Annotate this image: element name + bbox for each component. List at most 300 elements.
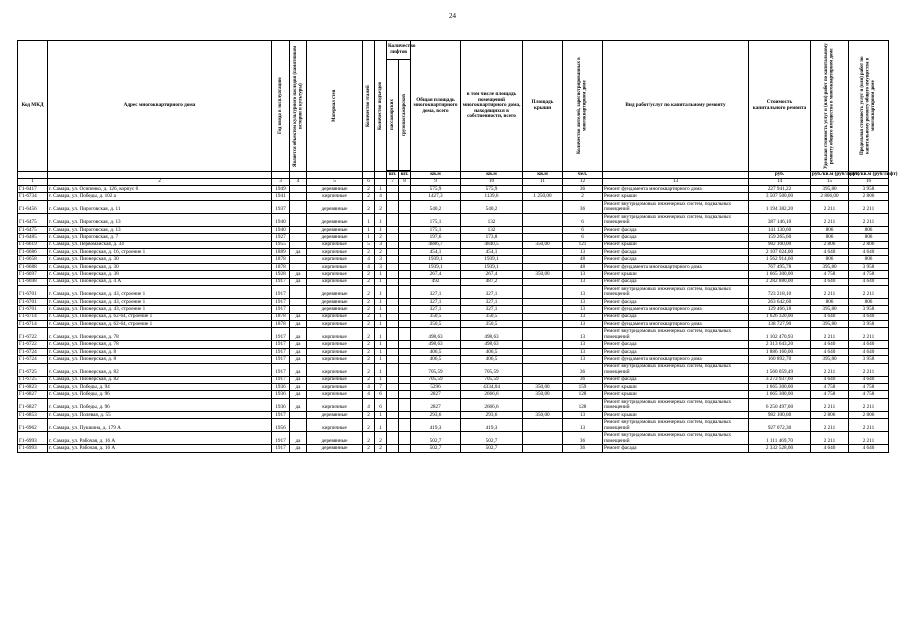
row-year: 1917: [272, 376, 290, 383]
row-unit-cost: 395,80: [811, 186, 849, 193]
row-work-type: Ремонт фундамента многоквартирного дома: [603, 321, 749, 328]
row-wall: кирпичные: [307, 398, 363, 411]
row-code: Г1-6456: [18, 200, 48, 213]
row-limit-cost: 3 958: [849, 356, 889, 363]
row-limit-cost: 2 211: [849, 398, 889, 411]
row-wall: кирпичные: [307, 356, 363, 363]
row-limit-cost: 4 640: [849, 313, 889, 320]
row-limit-cost: 3 958: [849, 306, 889, 313]
row-year: 1936: [272, 384, 290, 391]
table-row: [18, 234, 889, 241]
row-residents: 36: [563, 363, 603, 376]
row-heritage: да: [290, 348, 307, 355]
row-lifts-cargo: [399, 321, 411, 328]
row-lifts-passenger: [387, 419, 399, 432]
row-heritage: да: [290, 321, 307, 328]
table-row: [18, 363, 889, 376]
row-code: Г1-6686: [18, 248, 48, 255]
row-limit-cost: 2 806: [849, 411, 889, 418]
row-limit-cost: 806: [849, 234, 889, 241]
row-floors: 2: [363, 328, 375, 341]
row-floors: 5: [363, 241, 375, 248]
row-heritage: [290, 213, 307, 226]
row-limit-cost: 2 211: [849, 285, 889, 298]
row-owned-area: 705,59: [461, 363, 523, 376]
header-work-type: Вид работ/услуг по капитальному ремонту: [603, 41, 749, 172]
units-row: шт. шт. кв.м кв.м кв.м чел. руб. руб./кв.м (руб/лифт) руб./кв.м (руб/лифт): [18, 172, 889, 179]
header-residents: Количество жителей, зарегистрированных в многоквартирном доме: [563, 41, 603, 172]
row-floors: 1: [363, 213, 375, 226]
header-lifts: Количество лифтов: [387, 41, 411, 60]
row-residents: 13: [563, 411, 603, 418]
table-row: [18, 356, 889, 363]
row-year: 1878: [272, 263, 290, 270]
row-lifts-cargo: [399, 376, 411, 383]
row-total-area: 492: [411, 278, 461, 285]
row-wall: кирпичные: [307, 313, 363, 320]
row-unit-cost: 4 640: [811, 348, 849, 355]
row-total-area: 502,7: [411, 432, 461, 445]
row-entrances: 1: [375, 213, 387, 226]
row-roof-area: [523, 298, 563, 305]
table-row: [18, 193, 889, 200]
row-entrances: 1: [375, 278, 387, 285]
row-cost: 129 466,18: [749, 306, 811, 313]
row-limit-cost: 2 211: [849, 200, 889, 213]
row-total-area: 293,6: [411, 411, 461, 418]
row-unit-cost: 806: [811, 298, 849, 305]
row-lifts-passenger: [387, 398, 399, 411]
row-work-type: Ремонт фундамента многоквартирного дома: [603, 186, 749, 193]
row-roof-area: [523, 278, 563, 285]
row-floors: 1: [363, 226, 375, 233]
row-entrances: 1: [375, 328, 387, 341]
row-heritage: [290, 306, 307, 313]
row-work-type: Ремонт фундамента многоквартирного дома: [603, 263, 749, 270]
row-floors: 2: [363, 271, 375, 278]
row-floors: 2: [363, 186, 375, 193]
row-entrances: 1: [375, 341, 387, 348]
row-owned-area: 350,5: [461, 321, 523, 328]
row-work-type: Ремонт фасада: [603, 376, 749, 383]
row-cost: 1 665 300,00: [749, 384, 811, 391]
row-residents: 13: [563, 248, 603, 255]
row-wall: деревянные: [307, 306, 363, 313]
header-total-area: Общая площадь многоквартирного дома, всего: [411, 41, 461, 172]
row-lifts-cargo: [399, 341, 411, 348]
row-cost: 227 941,22: [749, 186, 811, 193]
row-owned-area: 575,9: [461, 186, 523, 193]
row-limit-cost: 4 640: [849, 348, 889, 355]
header-lifts-passenger: пассажирских: [387, 60, 399, 171]
row-roof-area: 350,00: [523, 241, 563, 248]
table-row: [18, 391, 889, 398]
row-total-area: 498,63: [411, 328, 461, 341]
row-unit-cost: 2 211: [811, 419, 849, 432]
header-year: Год ввода в эксплуатацию: [272, 41, 290, 172]
row-entrances: 1: [375, 226, 387, 233]
row-address: г. Самара, ул. Победы, д. 96: [48, 391, 272, 398]
row-limit-cost: 4 640: [849, 341, 889, 348]
row-code: Г1-6475: [18, 226, 48, 233]
row-floors: 2: [363, 363, 375, 376]
row-lifts-cargo: [399, 200, 411, 213]
row-year: 1928: [272, 271, 290, 278]
row-work-type: Ремонт крыши: [603, 193, 749, 200]
row-heritage: да: [290, 432, 307, 445]
row-lifts-cargo: [399, 278, 411, 285]
row-floors: 4: [363, 391, 375, 398]
row-cost: 1 886 160,00: [749, 348, 811, 355]
row-address: г. Самара, ул. Пионерская, д. 16, строение 1: [48, 248, 272, 255]
row-address: г. Самара, ул. Победы, д. 102 а: [48, 193, 272, 200]
row-cost: 2 332 528,00: [749, 445, 811, 452]
table-row: [18, 298, 889, 305]
capital-repair-table: [17, 40, 898, 453]
row-wall: кирпичные: [307, 248, 363, 255]
row-residents: 13: [563, 271, 603, 278]
row-unit-cost: 2 211: [811, 363, 849, 376]
row-work-type: Ремонт внутридомовых инженерных систем, подвальных помещений: [603, 363, 749, 376]
table-row: [18, 285, 889, 298]
row-owned-area: 419,3: [461, 419, 523, 432]
row-lifts-passenger: [387, 285, 399, 298]
row-year: 1955: [272, 241, 290, 248]
row-owned-area: 4840,5: [461, 241, 523, 248]
row-entrances: 1: [375, 271, 387, 278]
row-work-type: Ремонт крыши: [603, 384, 749, 391]
table-row: [18, 419, 889, 432]
row-address: г. Самара, ул. Пироговская, д. 13: [48, 226, 272, 233]
row-heritage: [290, 193, 307, 200]
row-code: Г1-6714: [18, 321, 48, 328]
row-roof-area: 350,00: [523, 411, 563, 418]
row-cost: 6 250 497,00: [749, 398, 811, 411]
row-heritage: да: [290, 376, 307, 383]
row-work-type: Ремонт фасада: [603, 248, 749, 255]
row-year: 1917: [272, 298, 290, 305]
row-owned-area: 1939,1: [461, 263, 523, 270]
row-code: Г1-6417: [18, 186, 48, 193]
row-code: Г1-6485: [18, 234, 48, 241]
row-wall: кирпичные: [307, 348, 363, 355]
row-code: Г1-6734: [18, 193, 48, 200]
row-total-area: 350,5: [411, 321, 461, 328]
row-unit-cost: 806: [811, 226, 849, 233]
row-wall: деревянные: [307, 285, 363, 298]
row-total-area: 2827: [411, 391, 461, 398]
row-work-type: Ремонт фасада: [603, 298, 749, 305]
row-work-type: Ремонт внутридомовых инженерных систем, подвальных помещений: [603, 419, 749, 432]
row-roof-area: [523, 363, 563, 376]
row-roof-area: [523, 432, 563, 445]
row-residents: 128: [563, 398, 603, 411]
row-work-type: Ремонт крыши: [603, 391, 749, 398]
row-lifts-cargo: [399, 391, 411, 398]
row-entrances: 2: [375, 248, 387, 255]
table-row: [18, 213, 889, 226]
row-lifts-cargo: [399, 193, 411, 200]
row-limit-cost: 4 758: [849, 384, 889, 391]
row-wall: кирпичные: [307, 391, 363, 398]
row-roof-area: [523, 348, 563, 355]
row-limit-cost: 4 758: [849, 391, 889, 398]
row-residents: 13: [563, 278, 603, 285]
row-roof-area: 1 250,00: [523, 193, 563, 200]
row-wall: кирпичные: [307, 419, 363, 432]
row-total-area: 175,1: [411, 213, 461, 226]
row-floors: 2: [363, 278, 375, 285]
row-total-area: 175,1: [411, 226, 461, 233]
row-year: 1917: [272, 348, 290, 355]
row-work-type: Ремонт внутридомовых инженерных систем, подвальных помещений: [603, 398, 749, 411]
row-unit-cost: 2 806: [811, 241, 849, 248]
row-entrances: 3: [375, 256, 387, 263]
row-unit-cost: 2 806,00: [811, 193, 849, 200]
row-cost: 160 892,70: [749, 356, 811, 363]
row-address: г. Самара, ул. Пионерская, д. 4 А: [48, 278, 272, 285]
row-wall: кирпичные: [307, 384, 363, 391]
row-cost: 2 313 643,20: [749, 341, 811, 348]
header-floors: Количество этажей: [363, 41, 375, 172]
row-total-area: 540,2: [411, 200, 461, 213]
row-total-area: 1939,1: [411, 263, 461, 270]
row-roof-area: [523, 445, 563, 452]
row-lifts-cargo: [399, 256, 411, 263]
row-entrances: 1: [375, 298, 387, 305]
row-wall: деревянные: [307, 186, 363, 193]
row-owned-area: 406,5: [461, 348, 523, 355]
row-owned-area: 498,63: [461, 341, 523, 348]
row-heritage: да: [290, 445, 307, 452]
row-owned-area: 327,1: [461, 306, 523, 313]
header-cost: Стоимость капитального ремонта: [749, 41, 811, 172]
row-year: 1917: [272, 363, 290, 376]
row-unit-cost: 2 211: [811, 285, 849, 298]
row-entrances: 1: [375, 186, 387, 193]
row-wall: деревянные: [307, 298, 363, 305]
row-address: г. Самара, ул. Пионерская, д. 62-64, строение 1: [48, 321, 272, 328]
row-lifts-passenger: [387, 348, 399, 355]
row-year: 1937: [272, 200, 290, 213]
row-residents: 13: [563, 321, 603, 328]
row-lifts-passenger: [387, 186, 399, 193]
row-address: г. Самара, ул. Полевая, д. 55: [48, 411, 272, 418]
row-residents: 36: [563, 376, 603, 383]
row-work-type: Ремонт крыши: [603, 411, 749, 418]
row-roof-area: [523, 248, 563, 255]
row-lifts-cargo: [399, 298, 411, 305]
row-code: Г1-6724: [18, 348, 48, 355]
row-code: Г1-6714: [18, 313, 48, 320]
row-roof-area: [523, 341, 563, 348]
row-lifts-passenger: [387, 313, 399, 320]
table-row: [18, 226, 889, 233]
row-address: г. Самара, ул. Пионерская, д. 82: [48, 376, 272, 383]
row-lifts-passenger: [387, 256, 399, 263]
row-cost: 982 100,00: [749, 411, 811, 418]
row-owned-area: 173,8: [461, 234, 523, 241]
row-roof-area: [523, 285, 563, 298]
row-floors: 2: [363, 193, 375, 200]
header-lifts-cargo: грузопассажирских: [399, 60, 411, 171]
row-address: г. Самара, ул. Пионерская, д. 8: [48, 348, 272, 355]
row-year: 1940: [272, 226, 290, 233]
row-floors: 2: [363, 248, 375, 255]
row-entrances: 2: [375, 200, 387, 213]
row-wall: деревянные: [307, 226, 363, 233]
row-lifts-passenger: [387, 263, 399, 270]
row-owned-area: 1939,1: [461, 256, 523, 263]
row-lifts-passenger: [387, 356, 399, 363]
row-cost: 141 130,60: [749, 226, 811, 233]
row-lifts-cargo: [399, 241, 411, 248]
row-heritage: [290, 411, 307, 418]
row-floors: 2: [363, 313, 375, 320]
row-lifts-passenger: [387, 298, 399, 305]
header-limit-cost: Предельная стоимость услуг и (или) работ по капитальному ремонту общего имущества в многоквартирном доме: [849, 41, 889, 172]
row-work-type: Ремонт крыши: [603, 271, 749, 278]
row-heritage: [290, 263, 307, 270]
row-year: 1941: [272, 193, 290, 200]
table-row: [18, 384, 889, 391]
row-year: 1927: [272, 234, 290, 241]
row-limit-cost: 2 806: [849, 193, 889, 200]
row-owned-area: 487,2: [461, 278, 523, 285]
row-lifts-passenger: [387, 376, 399, 383]
row-total-area: 327,1: [411, 285, 461, 298]
row-limit-cost: 4 758: [849, 271, 889, 278]
row-residents: 2: [563, 193, 603, 200]
row-heritage: да: [290, 328, 307, 341]
row-owned-area: 350,5: [461, 313, 523, 320]
row-cost: 1 102 470,93: [749, 328, 811, 341]
row-work-type: Ремонт фундамента многоквартирного дома: [603, 306, 749, 313]
row-entrances: 1: [375, 419, 387, 432]
row-limit-cost: 3 958: [849, 263, 889, 270]
row-cost: 387 146,10: [749, 213, 811, 226]
row-year: 1936: [272, 398, 290, 411]
row-address: г. Самара, ул. Пионерская, д. 43, строение 1: [48, 306, 272, 313]
row-heritage: да: [290, 363, 307, 376]
row-cost: 263 642,60: [749, 298, 811, 305]
row-cost: 927 072,30: [749, 419, 811, 432]
row-lifts-passenger: [387, 328, 399, 341]
row-roof-area: [523, 226, 563, 233]
row-limit-cost: 3 958: [849, 186, 889, 193]
row-wall: кирпичные: [307, 328, 363, 341]
row-address: г. Самара, ул. Пионерская, д. 38: [48, 271, 272, 278]
row-lifts-cargo: [399, 356, 411, 363]
row-roof-area: [523, 234, 563, 241]
row-year: 1956: [272, 419, 290, 432]
row-address: г. Самара, ул. Пионерская, д. 78: [48, 328, 272, 341]
table-row: [18, 186, 889, 193]
row-cost: 1 560 059,49: [749, 363, 811, 376]
row-unit-cost: 4 758: [811, 391, 849, 398]
row-code: Г1-6701: [18, 298, 48, 305]
row-lifts-cargo: [399, 384, 411, 391]
row-residents: 159: [563, 384, 603, 391]
row-lifts-passenger: [387, 200, 399, 213]
row-total-area: 350,5: [411, 313, 461, 320]
row-lifts-cargo: [399, 306, 411, 313]
table-row: [18, 263, 889, 270]
row-residents: 48: [563, 263, 603, 270]
row-total-area: 327,1: [411, 306, 461, 313]
row-unit-cost: 2 211: [811, 398, 849, 411]
row-residents: 13: [563, 328, 603, 341]
row-floors: 2: [363, 356, 375, 363]
row-residents: 13: [563, 419, 603, 432]
row-residents: 13: [563, 306, 603, 313]
row-residents: 6: [563, 234, 603, 241]
row-work-type: Ремонт фасада: [603, 234, 749, 241]
table-row: [18, 278, 889, 285]
row-roof-area: [523, 321, 563, 328]
row-unit-cost: 2 211: [811, 328, 849, 341]
header-entrances: Количество подъездов: [375, 41, 387, 172]
row-owned-area: 498,63: [461, 328, 523, 341]
row-work-type: Ремонт фасада: [603, 348, 749, 355]
row-residents: 128: [563, 391, 603, 398]
row-lifts-passenger: [387, 391, 399, 398]
row-floors: 4: [363, 398, 375, 411]
table-row: [18, 321, 889, 328]
row-entrances: 2: [375, 432, 387, 445]
row-entrances: 1: [375, 348, 387, 355]
row-limit-cost: 4 640: [849, 376, 889, 383]
row-address: г. Самара, ул. Первомайская, д. 34: [48, 241, 272, 248]
row-wall: деревянные: [307, 200, 363, 213]
row-limit-cost: 2 211: [849, 419, 889, 432]
row-limit-cost: 2 211: [849, 328, 889, 341]
row-limit-cost: 4 640: [849, 248, 889, 255]
row-floors: 2: [363, 298, 375, 305]
row-floors: 2: [363, 419, 375, 432]
row-lifts-cargo: [399, 226, 411, 233]
row-lifts-passenger: [387, 213, 399, 226]
row-heritage: да: [290, 341, 307, 348]
row-lifts-cargo: [399, 445, 411, 452]
row-total-area: 406,5: [411, 356, 461, 363]
row-floors: 2: [363, 200, 375, 213]
row-limit-cost: 4 640: [849, 278, 889, 285]
row-lifts-cargo: [399, 313, 411, 320]
row-entrances: 3: [375, 263, 387, 270]
row-cost: 3 273 937,60: [749, 376, 811, 383]
row-wall: кирпичные: [307, 241, 363, 248]
row-address: г. Самара, ул. Пионерская, д. 30: [48, 263, 272, 270]
row-lifts-passenger: [387, 411, 399, 418]
row-cost: 3 507 500,00: [749, 193, 811, 200]
row-residents: 6: [563, 213, 603, 226]
row-owned-area: 327,1: [461, 285, 523, 298]
row-code: Г1-6993: [18, 432, 48, 445]
row-heritage: да: [290, 391, 307, 398]
row-year: 1917: [272, 411, 290, 418]
row-limit-cost: 2 211: [849, 432, 889, 445]
row-lifts-cargo: [399, 328, 411, 341]
row-lifts-cargo: [399, 411, 411, 418]
row-total-area: 419,3: [411, 419, 461, 432]
row-work-type: Ремонт внутридомовых инженерных систем, подвальных помещений: [603, 200, 749, 213]
row-heritage: да: [290, 356, 307, 363]
row-address: г. Самара, ул. Осипенко, д. 126, корпус 6: [48, 186, 272, 193]
row-owned-area: 540,2: [461, 200, 523, 213]
row-total-area: 454,1: [411, 248, 461, 255]
row-wall: кирпичные: [307, 363, 363, 376]
